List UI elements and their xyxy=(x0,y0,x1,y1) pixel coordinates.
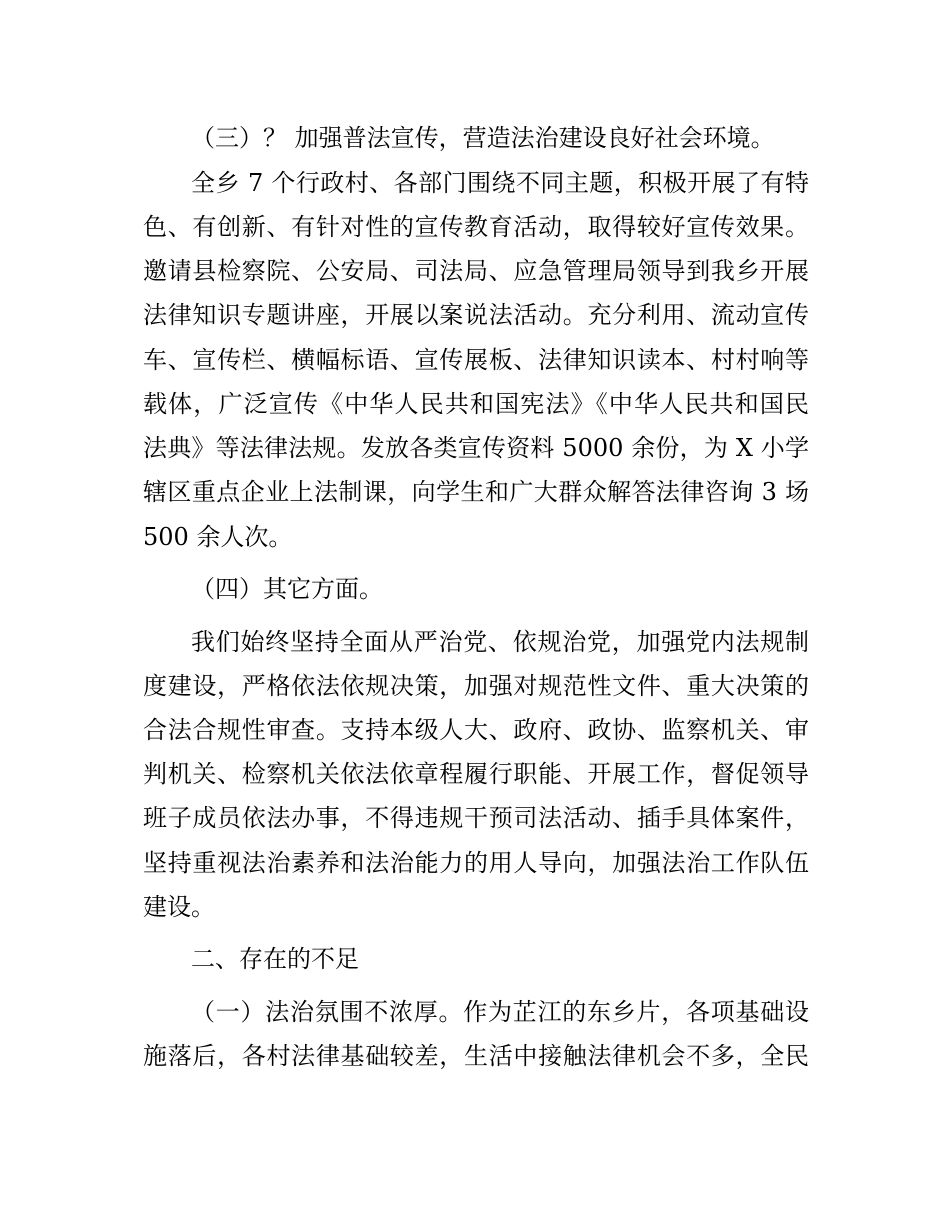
part-2-heading: 二、存在的不足 xyxy=(191,945,359,973)
section-3-line-7: 法典》等法律法规。发放各类宣传资料 5000 余份，为 X 小学 xyxy=(143,434,809,462)
section-4-line-3: 合法合规性审查。支持本级人大、政府、政协、监察机关、审 xyxy=(143,716,809,744)
section-4-line-7: 建设。 xyxy=(143,893,215,921)
section-4-line-1: 我们始终坚持全面从严治党、依规治党，加强党内法规制 xyxy=(191,628,809,656)
part-2-line-1: （一）法治氛围不浓厚。作为芷江的东乡片，各项基础设 xyxy=(191,998,809,1026)
section-3-line-1: 全乡 7 个行政村、各部门围绕不同主题，积极开展了有特 xyxy=(191,169,809,197)
section-3-line-8: 辖区重点企业上法制课，向学生和广大群众解答法律咨询 3 场 xyxy=(143,478,809,506)
section-4-line-4: 判机关、检察机关依法依章程履行职能、开展工作，督促领导 xyxy=(143,760,809,788)
section-4-line-5: 班子成员依法办事，不得违规干预司法活动、插手具体案件， xyxy=(143,804,809,832)
section-4-line-6: 坚持重视法治素养和法治能力的用人导向，加强法治工作队伍 xyxy=(143,849,809,877)
section-4-heading: （四）其它方面。 xyxy=(191,575,383,603)
section-3-line-5: 车、宣传栏、横幅标语、宣传展板、法律知识读本、村村响等 xyxy=(143,346,809,374)
section-3-line-9: 500 余人次。 xyxy=(143,523,293,551)
section-3-line-3: 邀请县检察院、公安局、司法局、应急管理局领导到我乡开展 xyxy=(143,257,809,285)
section-4-line-2: 度建设，严格依法依规决策，加强对规范性文件、重大决策的 xyxy=(143,672,809,700)
section-3-line-2: 色、有创新、有针对性的宣传教育活动，取得较好宣传效果。 xyxy=(143,213,809,241)
part-2-line-2: 施落后，各村法律基础较差，生活中接触法律机会不多，全民 xyxy=(143,1042,809,1070)
section-3-line-4: 法律知识专题讲座，开展以案说法活动。充分利用、流动宣传 xyxy=(143,301,809,329)
section-3-heading: （三）？ 加强普法宣传，营造法治建设良好社会环境。 xyxy=(191,124,775,152)
section-3-line-6: 载体，广泛宣传《中华人民共和国宪法》《中华人民共和国民 xyxy=(143,390,809,418)
